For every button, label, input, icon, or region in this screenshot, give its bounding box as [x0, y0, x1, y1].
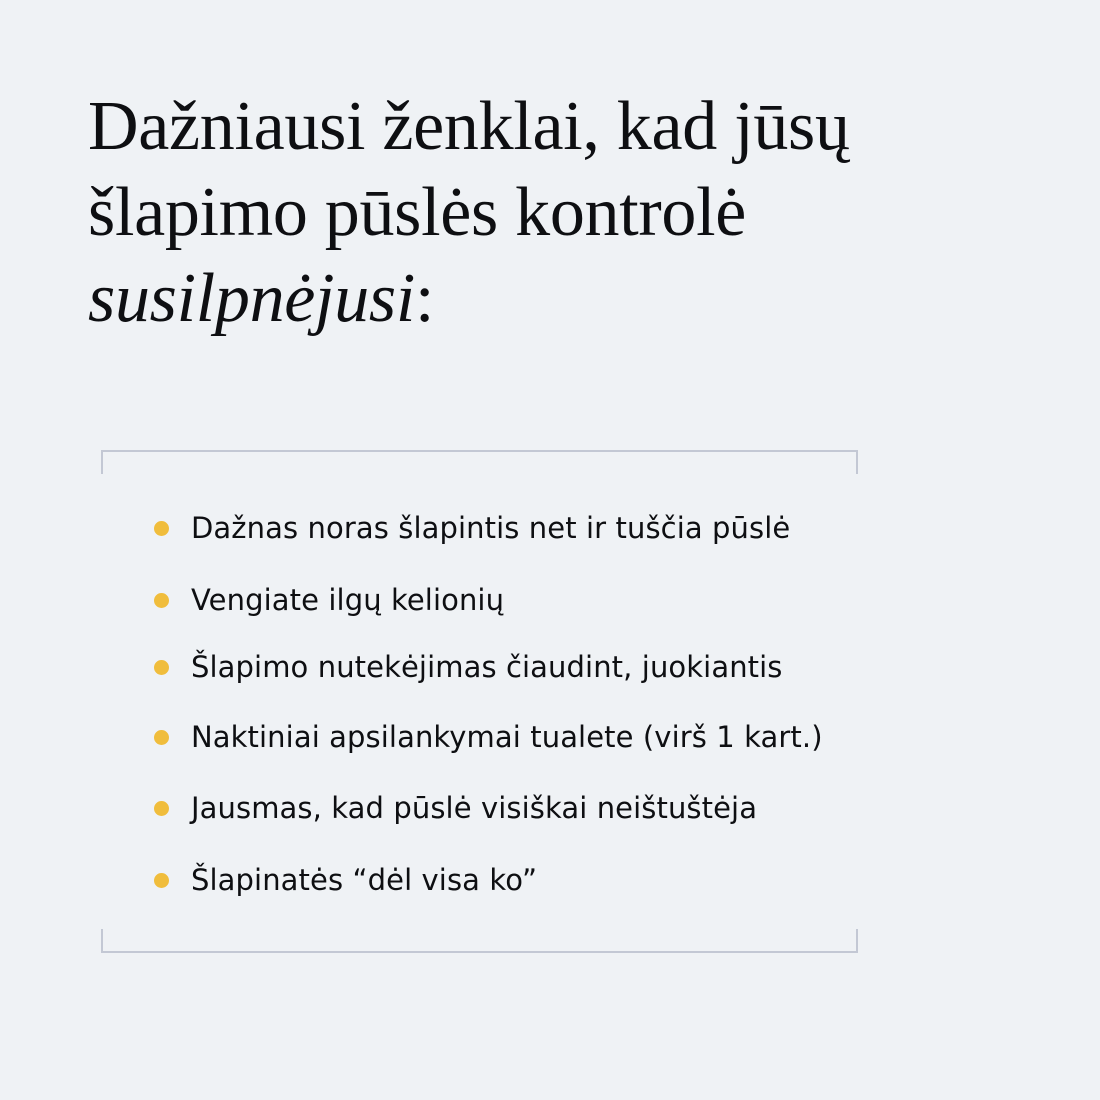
bullet-dot-icon [154, 873, 169, 888]
bullet-dot-icon [154, 660, 169, 675]
frame-top-border [101, 450, 858, 452]
list-item [154, 717, 823, 757]
frame-corner-top-right [856, 450, 858, 474]
list-item [154, 647, 783, 687]
title-line-3 [88, 256, 1028, 342]
frame-corner-bottom-right [856, 929, 858, 953]
list-item-text: Šlapinatės “dėl visa ko” [191, 863, 538, 897]
list-item-text: Vengiate ilgų kelionių [191, 583, 505, 617]
list-item [154, 580, 504, 620]
bullet-dot-icon [154, 801, 169, 816]
title-line-2: šlapimo pūslės kontrolė [88, 174, 747, 251]
bullet-dot-icon [154, 593, 169, 608]
frame-corner-top-left [101, 450, 103, 474]
frame-bottom-border [101, 951, 858, 953]
list-item-text: Dažnas noras šlapintis net ir tuščia pūslė [191, 511, 791, 545]
bullet-dot-icon [154, 521, 169, 536]
list-item [154, 860, 537, 900]
list-item-text: Šlapimo nutekėjimas čiaudint, juokiantis [191, 650, 783, 684]
page-title [88, 84, 1028, 342]
list-item-text: Naktiniai apsilankymai tualete (virš 1 kart.) [191, 720, 823, 754]
frame-corner-bottom-left [101, 929, 103, 953]
title-colon: : [415, 260, 435, 337]
list-item [154, 508, 790, 548]
bullet-dot-icon [154, 730, 169, 745]
title-line-1: Dažniausi ženklai, kad jūsų [88, 88, 850, 165]
list-item-text: Jausmas, kad pūslė visiškai neištuštėja [191, 791, 758, 825]
list-item [154, 788, 757, 828]
title-emphasis: susilpnėjusi [88, 260, 415, 337]
